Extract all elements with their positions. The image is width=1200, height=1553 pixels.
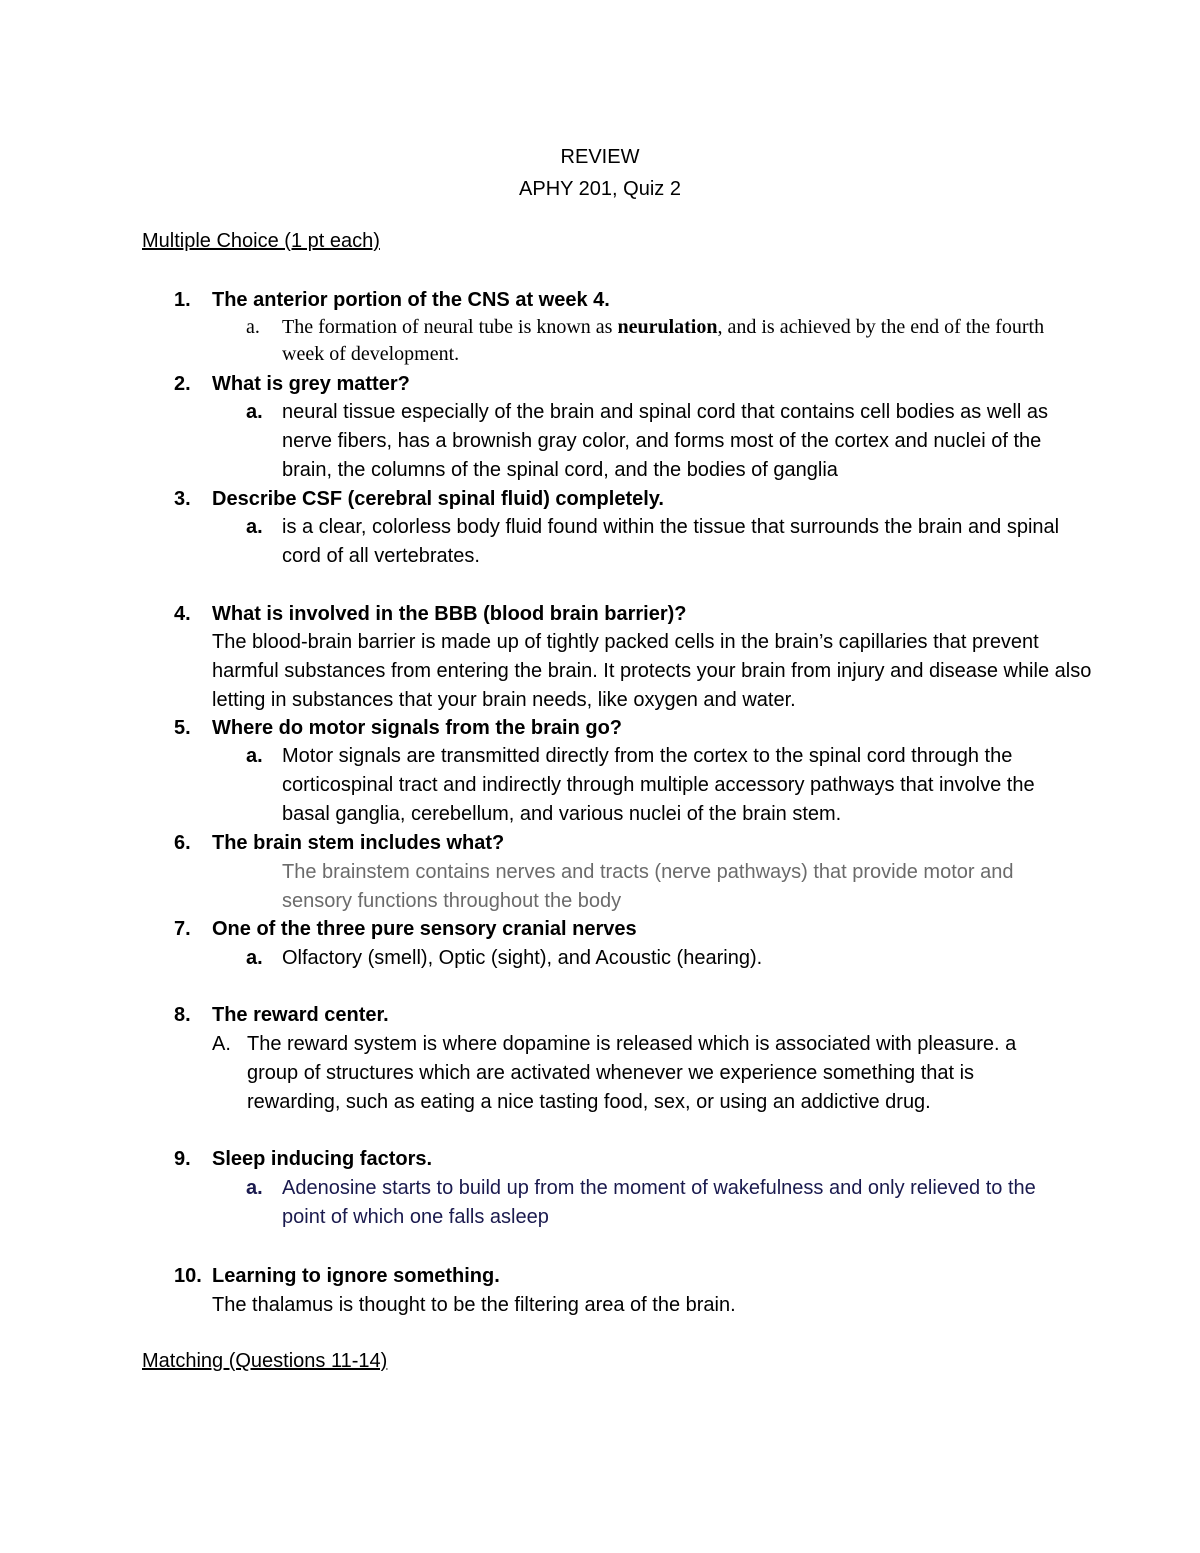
question-2 bbox=[174, 370, 410, 398]
question-number: 1. bbox=[174, 289, 191, 311]
answer-text bbox=[246, 314, 1076, 368]
question-text: Describe CSF (cerebral spinal fluid) completely. bbox=[212, 488, 664, 510]
answer-letter: a. bbox=[246, 745, 263, 767]
question-text: What is involved in the BBB (blood brain barrier)? bbox=[212, 603, 687, 625]
document-header bbox=[0, 141, 1200, 205]
question-6 bbox=[174, 829, 504, 857]
answer-text-part: , and is achieved by the end of the fourth week of development. bbox=[282, 316, 1045, 365]
answer-5 bbox=[246, 742, 1076, 829]
question-text: One of the three pure sensory cranial nerves bbox=[212, 918, 637, 940]
answer-8 bbox=[212, 1030, 1072, 1117]
answer-1 bbox=[246, 314, 1076, 368]
question-7 bbox=[174, 915, 637, 943]
question-text: The anterior portion of the CNS at week 4. bbox=[212, 289, 610, 311]
question-number: 9. bbox=[174, 1148, 191, 1170]
question-3 bbox=[174, 485, 664, 513]
answer-7 bbox=[246, 944, 1076, 973]
question-10 bbox=[174, 1262, 500, 1290]
answer-text-part: The formation of neural tube is known as bbox=[282, 316, 618, 338]
question-4 bbox=[174, 600, 686, 628]
answer-keyword: neurulation bbox=[617, 316, 718, 338]
answer-text: The blood-brain barrier is made up of tightly packed cells in the brain’s capillaries that prevent harmful substances from entering the brain. It protects your brain from injury and disease while also letting in substances that your brain needs, like oxygen and water. bbox=[212, 631, 1092, 711]
question-number: 10. bbox=[174, 1265, 202, 1287]
answer-2 bbox=[246, 398, 1076, 485]
answer-text: is a clear, colorless body fluid found within the tissue that surrounds the brain and spinal cord of all vertebrates. bbox=[282, 516, 1060, 567]
answer-text: The thalamus is thought to be the filtering area of the brain. bbox=[212, 1294, 736, 1316]
question-text: Where do motor signals from the brain go? bbox=[212, 717, 623, 739]
document-subtitle: APHY 201, Quiz 2 bbox=[519, 178, 681, 200]
question-text: The brain stem includes what? bbox=[212, 832, 505, 854]
question-number: 2. bbox=[174, 373, 191, 395]
question-5 bbox=[174, 714, 622, 742]
question-number: 5. bbox=[174, 717, 191, 739]
section-heading-matching: Matching (Questions 11-14) bbox=[142, 1350, 388, 1372]
question-text: Learning to ignore something. bbox=[212, 1265, 500, 1287]
answer-3 bbox=[246, 513, 1076, 571]
question-number: 4. bbox=[174, 603, 191, 625]
answer-9 bbox=[246, 1174, 1076, 1232]
question-number: 3. bbox=[174, 488, 191, 510]
answer-letter: a. bbox=[246, 947, 263, 969]
answer-text: neural tissue especially of the brain and spinal cord that contains cell bodies as well as nerve fibers, has a brownish gray color, and forms most of the cortex and nuclei of the brain, the columns of the spinal cord, and the bodies of ganglia bbox=[282, 401, 1048, 481]
question-number: 8. bbox=[174, 1004, 191, 1026]
document-title: REVIEW bbox=[560, 146, 640, 168]
question-8 bbox=[174, 1001, 389, 1029]
answer-text: Olfactory (smell), Optic (sight), and Acoustic (hearing). bbox=[282, 947, 763, 969]
answer-letter: a. bbox=[246, 401, 263, 423]
answer-text: The brainstem contains nerves and tracts (nerve pathways) that provide motor and sensory functions throughout the body bbox=[282, 861, 1014, 912]
question-9 bbox=[174, 1145, 432, 1173]
answer-text: Motor signals are transmitted directly from the cortex to the spinal cord through the corticospinal tract and indirectly through multiple accessory pathways that involve the basal ganglia, cerebellum, and various nuclei of the brain stem. bbox=[282, 745, 1035, 825]
answer-letter: a. bbox=[246, 1177, 263, 1199]
answer-text: The reward system is where dopamine is released which is associated with pleasure. a group of structures which are activated whenever we experience something that is rewarding, such as eating a nice tasting food, sex, or using an addictive drug. bbox=[247, 1033, 1017, 1113]
question-number: 7. bbox=[174, 918, 191, 940]
answer-10 bbox=[212, 1291, 1072, 1320]
answer-letter: a. bbox=[246, 316, 260, 338]
answer-letter: A. bbox=[212, 1033, 231, 1055]
question-text: What is grey matter? bbox=[212, 373, 410, 395]
answer-6 bbox=[282, 858, 1072, 916]
answer-text: Adenosine starts to build up from the moment of wakefulness and only relieved to the point of which one falls asleep bbox=[282, 1177, 1036, 1228]
section-heading-multiple-choice: Multiple Choice (1 pt each) bbox=[142, 230, 380, 252]
answer-4 bbox=[212, 628, 1092, 715]
question-1 bbox=[174, 286, 610, 314]
question-text: The reward center. bbox=[212, 1004, 389, 1026]
answer-letter: a. bbox=[246, 516, 263, 538]
question-text: Sleep inducing factors. bbox=[212, 1148, 433, 1170]
question-number: 6. bbox=[174, 832, 191, 854]
